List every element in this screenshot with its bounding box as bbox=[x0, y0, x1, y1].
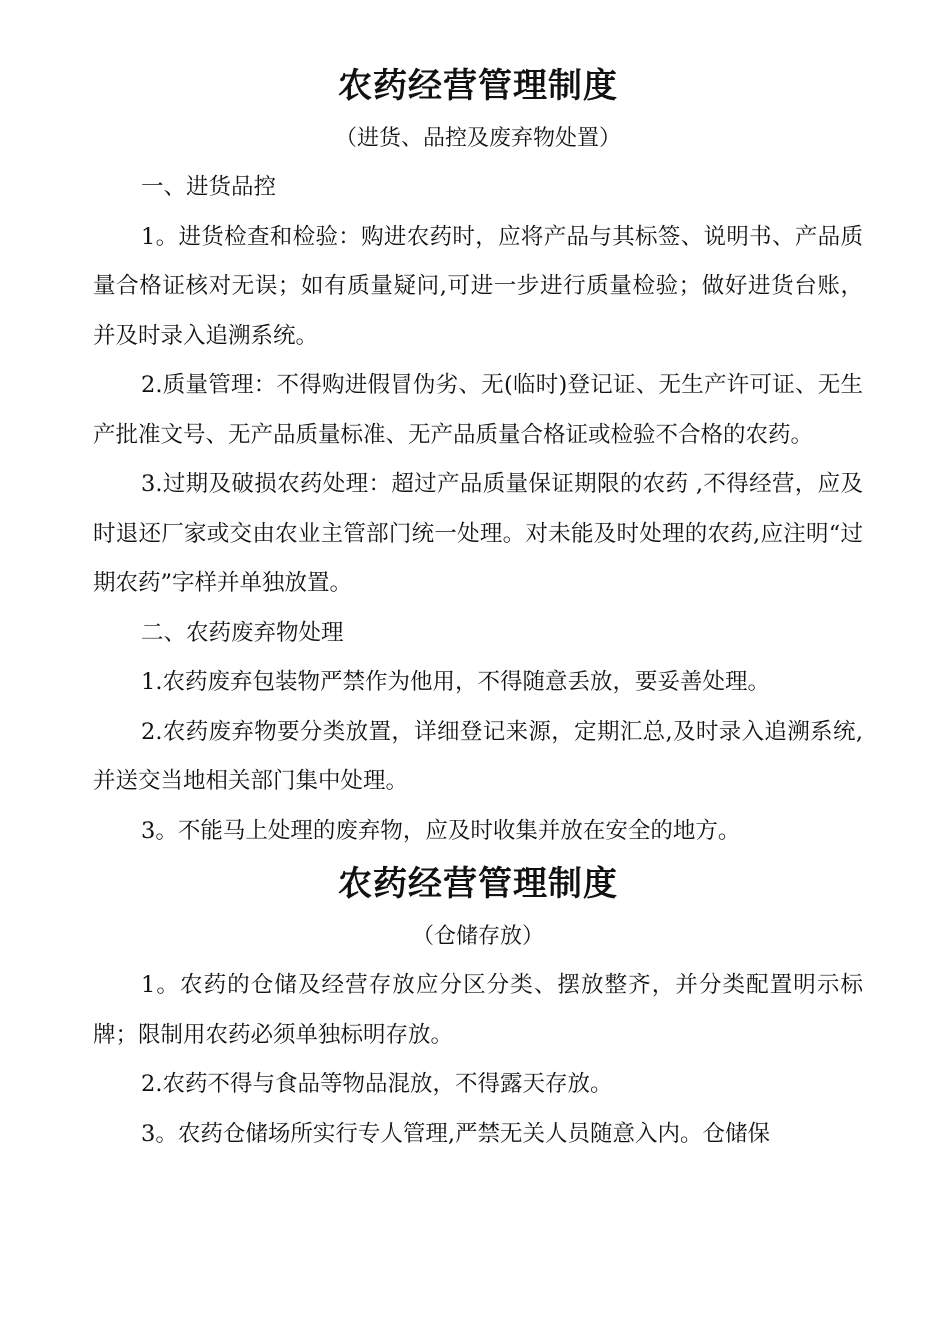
document-subtitle: （进货、品控及废弃物处置） bbox=[334, 126, 621, 151]
section-heading-purchase: 一、进货品控 bbox=[141, 174, 277, 200]
document-title-storage: 农药经营管理制度 bbox=[338, 864, 618, 904]
paragraph-purchase-inspection: 1。进货检查和检验：购进农药时，应将产品与其标签、说明书、产品质量合格证核对无误；如有质量疑问,可进一步进行质量检验；做好进货台账，并及时录入追溯系统。 bbox=[93, 223, 863, 349]
document-title: 农药经营管理制度 bbox=[338, 66, 618, 106]
paragraph-waste-storage: 3。不能马上处理的废弃物，应及时收集并放在安全的地方。 bbox=[141, 817, 741, 844]
paragraph-quality-management: 2.质量管理：不得购进假冒伪劣、无(临时)登记证、无生产许可证、无生产批准文号、无产品质量标准、无产品质量合格证或检验不合格的农药。 bbox=[93, 372, 863, 448]
document-subtitle-storage: （仓储存放） bbox=[411, 924, 544, 949]
paragraph-waste-classification: 2.农药废弃物要分类放置，详细登记来源，定期汇总,及时录入追溯系统,并送交当地相关部门集中处理。 bbox=[93, 718, 863, 794]
paragraph-waste-packaging: 1.农药废弃包装物严禁作为他用，不得随意丢放，要妥善处理。 bbox=[141, 669, 770, 695]
section-heading-waste: 二、农药废弃物处理 bbox=[141, 619, 344, 646]
paragraph-expired-handling: 3.过期及破损农药处理：超过产品质量保证期限的农药 ,不得经营，应及时退还厂家或交由农业主管部门统一处理。对未能及时处理的农药,应注明“过期农药”字样并单独放置。 bbox=[93, 471, 863, 596]
paragraph-storage-zoning: 1。农药的仓储及经营存放应分区分类、摆放整齐，并分类配置明示标牌；限制用农药必须单独标明存放。 bbox=[93, 972, 863, 1048]
paragraph-storage-separation: 2.农药不得与食品等物品混放，不得露天存放。 bbox=[141, 1071, 613, 1097]
paragraph-storage-personnel: 3。农药仓储场所实行专人管理,严禁无关人员随意入内。仓储保 bbox=[141, 1120, 770, 1147]
document-page bbox=[93, 58, 863, 1159]
